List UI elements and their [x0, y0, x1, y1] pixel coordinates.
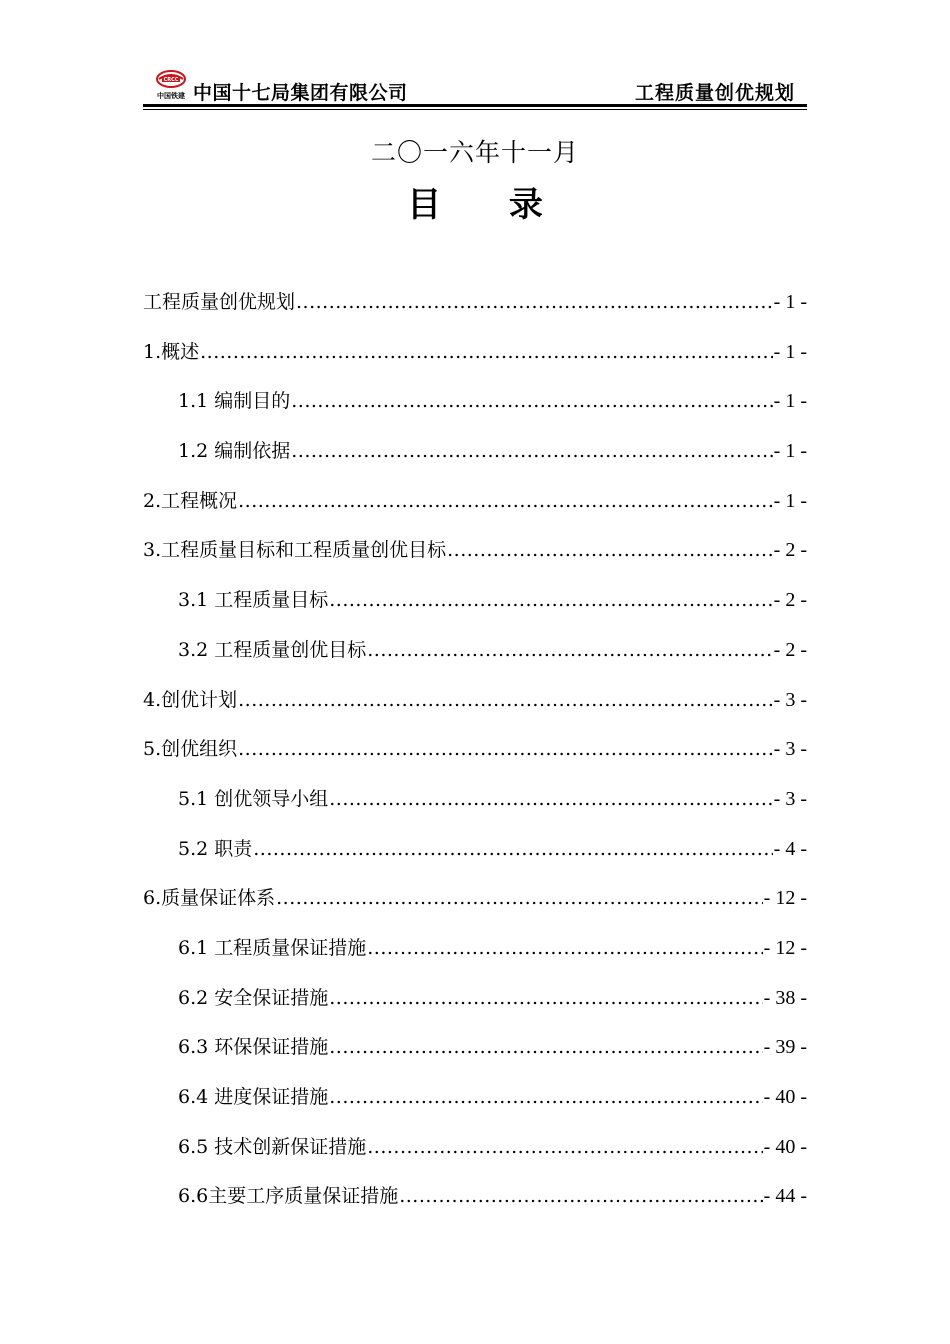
toc-entry-label[interactable]: 3.2 工程质量创优目标: [178, 638, 367, 661]
toc-entry-label[interactable]: 5.2 职责: [178, 837, 253, 860]
toc-entry-label[interactable]: 6.4 进度保证措施: [178, 1086, 329, 1108]
toc-entry-label[interactable]: 2.工程概况: [143, 489, 238, 512]
toc-entry-page: - 12 -: [763, 936, 807, 959]
toc-dot-leader: [238, 479, 773, 523]
toc-entry-page: - 40 -: [763, 1135, 807, 1158]
toc-entry[interactable]: [143, 479, 807, 529]
toc-entry[interactable]: [143, 876, 807, 926]
toc-entry[interactable]: [143, 330, 807, 380]
header-rule-thick: [143, 104, 807, 107]
toc-entry-page: - 38 -: [763, 986, 807, 1009]
toc-entry-page: - 4 -: [773, 837, 807, 860]
toc-dot-leader: [399, 1174, 762, 1218]
toc-dot-leader: [367, 628, 772, 672]
toc-dot-leader: [329, 976, 762, 1020]
crcc-logo-icon: [151, 68, 191, 102]
toc-entry[interactable]: [143, 926, 807, 976]
toc-entry-label[interactable]: 6.1 工程质量保证措施: [178, 936, 367, 959]
company-name: 中国十七局集团有限公司: [193, 82, 408, 104]
toc-entry-label[interactable]: 6.6主要工序质量保证措施: [178, 1185, 399, 1208]
toc-entry-label[interactable]: 1.概述: [143, 340, 200, 363]
toc-entry-page: - 2 -: [773, 638, 807, 661]
toc-entry-label[interactable]: 5.创优组织: [143, 738, 238, 761]
toc-dot-leader: [296, 280, 773, 324]
toc-entry-label[interactable]: 工程质量创优规划: [143, 291, 296, 313]
toc-entry-page: - 12 -: [763, 887, 807, 910]
toc-entry-label[interactable]: 4.创优计划: [143, 688, 238, 711]
logo-text: 中国铁建: [157, 92, 185, 100]
toc-entry[interactable]: [143, 1125, 807, 1175]
toc-entry[interactable]: [143, 727, 807, 777]
toc-entry-label[interactable]: 6.2 安全保证措施: [178, 986, 329, 1009]
table-of-contents: [143, 280, 807, 1224]
toc-dot-leader: [367, 1125, 762, 1169]
toc-entry[interactable]: [143, 1174, 807, 1224]
toc-entry[interactable]: [143, 777, 807, 827]
toc-entry-label[interactable]: 6.3 环保保证措施: [178, 1036, 329, 1059]
toc-entry-page: - 3 -: [773, 738, 807, 761]
toc-dot-leader: [329, 578, 772, 622]
header-document-title: 工程质量创优规划: [634, 82, 795, 104]
toc-entry[interactable]: [143, 429, 807, 479]
toc-entry-page: - 1 -: [773, 340, 807, 363]
toc-entry-page: - 1 -: [773, 440, 807, 463]
toc-dot-leader: [238, 727, 773, 771]
toc-entry-page: - 3 -: [773, 688, 807, 711]
page-header: [143, 64, 807, 106]
toc-dot-leader: [291, 379, 772, 423]
toc-entry-page: - 1 -: [773, 390, 807, 413]
toc-dot-leader: [253, 827, 772, 871]
toc-dot-leader: [329, 1075, 762, 1119]
toc-entry[interactable]: [143, 280, 807, 330]
toc-entry[interactable]: [143, 827, 807, 877]
toc-dot-leader: [238, 678, 773, 722]
toc-entry[interactable]: [143, 1025, 807, 1075]
toc-entry-page: - 2 -: [773, 539, 807, 562]
toc-entry[interactable]: [143, 379, 807, 429]
toc-entry-label[interactable]: 1.1 编制目的: [178, 390, 291, 413]
toc-entry[interactable]: [143, 976, 807, 1026]
document-date: 二〇一六年十一月: [370, 138, 579, 167]
toc-entry[interactable]: [143, 578, 807, 628]
toc-entry[interactable]: [143, 1075, 807, 1125]
toc-entry-page: - 3 -: [773, 787, 807, 810]
toc-entry-page: - 1 -: [773, 291, 807, 313]
toc-entry-page: - 39 -: [763, 1036, 807, 1059]
toc-entry-label[interactable]: 6.质量保证体系: [143, 887, 276, 910]
toc-dot-leader: [200, 330, 773, 374]
toc-dot-leader: [329, 777, 772, 821]
toc-dot-leader: [367, 926, 762, 970]
toc-dot-leader: [329, 1025, 762, 1069]
toc-entry-page: - 1 -: [773, 489, 807, 512]
toc-entry[interactable]: [143, 528, 807, 578]
toc-entry-page: - 2 -: [773, 589, 807, 612]
toc-entry-page: - 40 -: [763, 1086, 807, 1108]
toc-entry-label[interactable]: 6.5 技术创新保证措施: [178, 1135, 367, 1158]
toc-entry-label[interactable]: 1.2 编制依据: [178, 440, 291, 463]
toc-entry-label[interactable]: 3.工程质量目标和工程质量创优目标: [143, 539, 447, 562]
toc-dot-leader: [291, 429, 772, 473]
toc-heading: 目 录: [407, 185, 571, 225]
header-rule-thin: [143, 109, 807, 110]
toc-entry-page: - 44 -: [763, 1185, 807, 1208]
toc-entry[interactable]: [143, 628, 807, 678]
toc-entry-label[interactable]: 5.1 创优领导小组: [178, 787, 329, 810]
svg-text:CRCC: CRCC: [163, 77, 179, 83]
toc-dot-leader: [447, 528, 773, 572]
toc-entry[interactable]: [143, 678, 807, 728]
toc-entry-label[interactable]: 3.1 工程质量目标: [178, 589, 329, 612]
toc-dot-leader: [276, 876, 763, 920]
